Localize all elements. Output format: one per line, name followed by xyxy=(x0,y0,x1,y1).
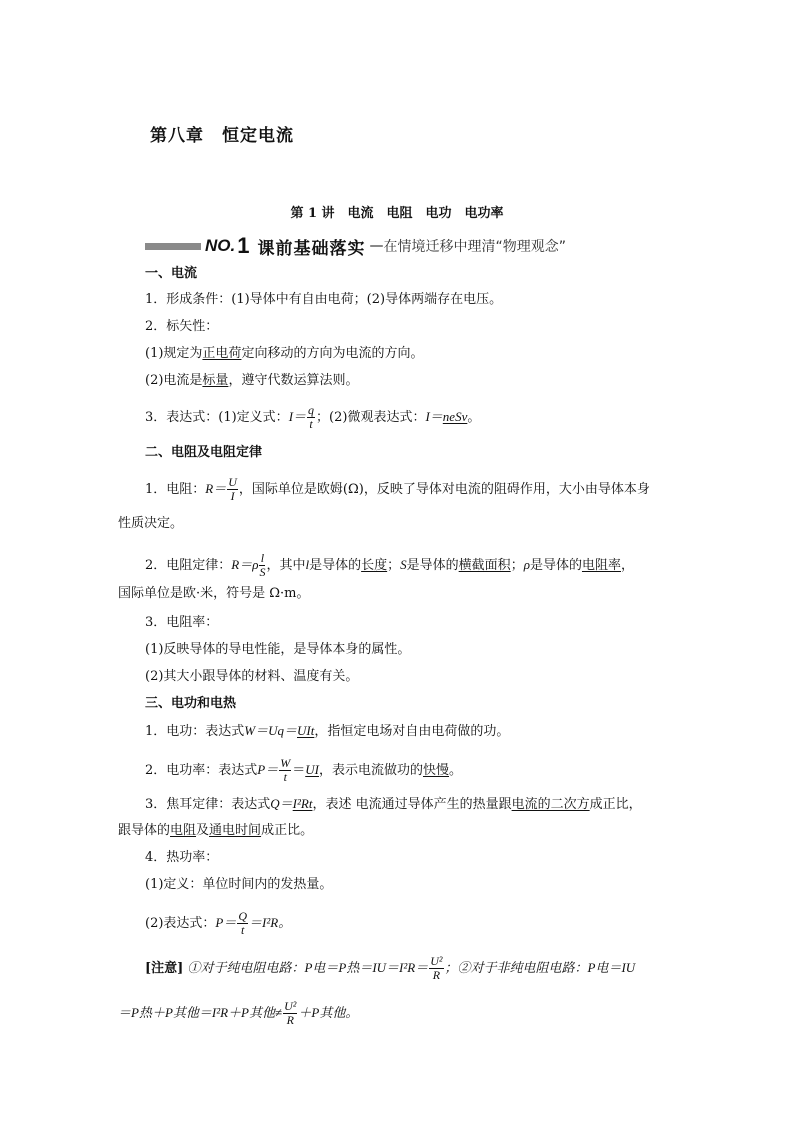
text: 3．表达式：(1)定义式： xyxy=(145,410,289,425)
formula: W＝Uq＝ xyxy=(244,723,297,738)
chapter-title: 第八章 恒定电流 xyxy=(150,126,294,146)
underlined-answer: 横截面积 xyxy=(458,558,511,573)
text: ，其中 xyxy=(266,558,306,573)
numerator: q xyxy=(308,403,315,417)
banner-dash: — xyxy=(369,238,384,254)
text: 成正比。 xyxy=(261,823,314,838)
formula: Q＝ xyxy=(270,796,293,811)
section-1-title: 一、电流 xyxy=(145,266,198,281)
text: ， xyxy=(620,558,634,573)
text: ，表示电流做功的 xyxy=(318,763,423,778)
formula: ；②对于非纯电阻电路：P电＝IU xyxy=(444,960,636,975)
s3-line-2 xyxy=(145,757,462,784)
underlined-answer: 快慢 xyxy=(422,763,449,778)
fraction xyxy=(279,757,291,784)
s1-line-5 xyxy=(145,404,480,431)
text: 1．电功：表达式 xyxy=(145,724,245,739)
text: (2)电流是 xyxy=(145,373,203,388)
underlined-answer: 通电时间 xyxy=(209,823,262,838)
banner-num: 1 xyxy=(237,233,250,258)
underlined-answer: 长度 xyxy=(361,558,388,573)
formula: I＝ xyxy=(288,409,307,424)
underlined-answer: 标量 xyxy=(202,373,229,388)
text: 2．电阻定律： xyxy=(145,558,232,573)
fraction xyxy=(227,476,238,503)
s2-line-3: 3．电阻率： xyxy=(145,615,219,630)
denominator: R xyxy=(286,1013,294,1027)
formula: ＋P其他。 xyxy=(298,1005,359,1020)
text: 1．电阻： xyxy=(145,482,206,497)
denominator: t xyxy=(241,923,245,937)
s2-line-2-wrap: 国际单位是欧·米，符号是 Ω·m。 xyxy=(118,586,310,601)
fraction xyxy=(237,910,248,937)
formula: ρ xyxy=(523,557,530,572)
formula: l xyxy=(305,557,310,572)
banner-bar xyxy=(145,243,201,250)
text: ； xyxy=(387,558,401,573)
text: ，国际单位是欧姆(Ω)，反映了导体对电流的阻碍作用，大小由导体本身 xyxy=(238,482,650,497)
text: ，遵守代数运算法则。 xyxy=(228,373,359,388)
numerator: U² xyxy=(284,999,297,1013)
banner-no: NO. xyxy=(205,236,236,255)
formula: S xyxy=(400,557,407,572)
underlined-answer: UI xyxy=(305,762,319,777)
numerator: Q xyxy=(238,909,248,923)
banner-main: 课前基础落实 xyxy=(257,238,366,259)
s3-line-3 xyxy=(145,795,642,814)
fraction xyxy=(283,1000,297,1027)
text: (2)表达式： xyxy=(145,916,216,931)
section-banner xyxy=(145,233,566,259)
numerator: W xyxy=(280,756,291,770)
s3-line-1 xyxy=(145,722,509,741)
denominator: I xyxy=(230,489,235,503)
section-3-title: 三、电功和电热 xyxy=(145,696,237,711)
text: ＝ xyxy=(292,763,306,778)
text: 3．焦耳定律：表达式 xyxy=(145,797,271,812)
note-line-2 xyxy=(118,1000,358,1027)
underlined-answer: 正电荷 xyxy=(202,346,242,361)
underlined-answer: I²Rt xyxy=(292,796,313,811)
note-line-1 xyxy=(145,955,635,982)
text: ，指恒定电场对自由电荷做的功。 xyxy=(314,724,510,739)
s3-line-3-wrap xyxy=(118,822,313,840)
s2-line-1 xyxy=(145,476,650,503)
s1-line-2: 2．标矢性： xyxy=(145,319,219,334)
text: (1)规定为 xyxy=(145,346,203,361)
text: 2．电功率：表达式 xyxy=(145,763,258,778)
text: 跟导体的 xyxy=(118,823,171,838)
text: 是导体的 xyxy=(309,558,362,573)
s2-line-5: (2)其大小跟导体的材料、温度有关。 xyxy=(145,669,359,684)
text: ； xyxy=(510,558,524,573)
numerator: U² xyxy=(430,954,443,968)
formula: P＝ xyxy=(215,915,237,930)
denominator: S xyxy=(259,565,266,579)
text: ；(2)微观表达式： xyxy=(316,410,426,425)
underlined-answer: 电阻 xyxy=(170,823,197,838)
formula: ①对于纯电阻电路：P电＝P热＝IU＝I²R＝ xyxy=(187,960,429,975)
denominator: t xyxy=(283,770,287,784)
text: 是导体的 xyxy=(406,558,459,573)
formula: ＝P热＋P其他＝I²R＋P其他≠ xyxy=(118,1005,283,1020)
fraction xyxy=(307,404,315,431)
section-2-title: 二、电阻及电阻定律 xyxy=(145,445,263,460)
fraction xyxy=(259,552,265,579)
underlined-answer: UIt xyxy=(297,723,315,738)
numerator: l xyxy=(260,551,265,565)
denominator: t xyxy=(309,417,313,431)
s1-line-4 xyxy=(145,372,358,390)
s2-line-2 xyxy=(145,552,634,579)
numerator: U xyxy=(228,475,237,489)
formula: P＝ xyxy=(257,762,279,777)
s2-line-4: (1)反映导体的导电性能，是导体本身的属性。 xyxy=(145,642,411,657)
underlined-answer: 电流的二次方 xyxy=(511,797,590,812)
denominator: R xyxy=(432,968,441,982)
formula: I＝ xyxy=(425,409,443,424)
s3-line-6 xyxy=(145,910,291,937)
text: 及 xyxy=(196,823,210,838)
s3-line-5: (1)定义：单位时间内的发热量。 xyxy=(145,877,333,892)
formula: ＝I²R。 xyxy=(249,915,292,930)
text: 。 xyxy=(467,410,481,425)
underlined-answer: 电阻率 xyxy=(581,558,621,573)
fraction xyxy=(429,955,443,982)
text: 成正比， xyxy=(589,797,642,812)
text: 是导体的 xyxy=(529,558,582,573)
formula: R＝ρ xyxy=(231,557,259,572)
note-tag: [注意] xyxy=(145,961,184,976)
banner-subtitle: 在情境迁移中理清“物理观念” xyxy=(383,239,566,255)
s3-line-4: 4．热功率： xyxy=(145,850,219,865)
s1-line-3 xyxy=(145,345,423,363)
lecture-title: 第 1 讲 电流 电阻 电功 电功率 xyxy=(290,206,504,221)
text: 。 xyxy=(449,763,463,778)
s2-line-1-wrap: 性质决定。 xyxy=(118,516,184,531)
underlined-answer: neSv xyxy=(442,409,468,424)
s1-line-1: 1．形成条件：(1)导体中有自由电荷；(2)导体两端存在电压。 xyxy=(145,292,503,307)
text: 定向移动的方向为电流的方向。 xyxy=(241,346,424,361)
formula: R＝ xyxy=(205,481,227,496)
text: ，表述 电流通过导体产生的热量跟 xyxy=(312,797,512,812)
